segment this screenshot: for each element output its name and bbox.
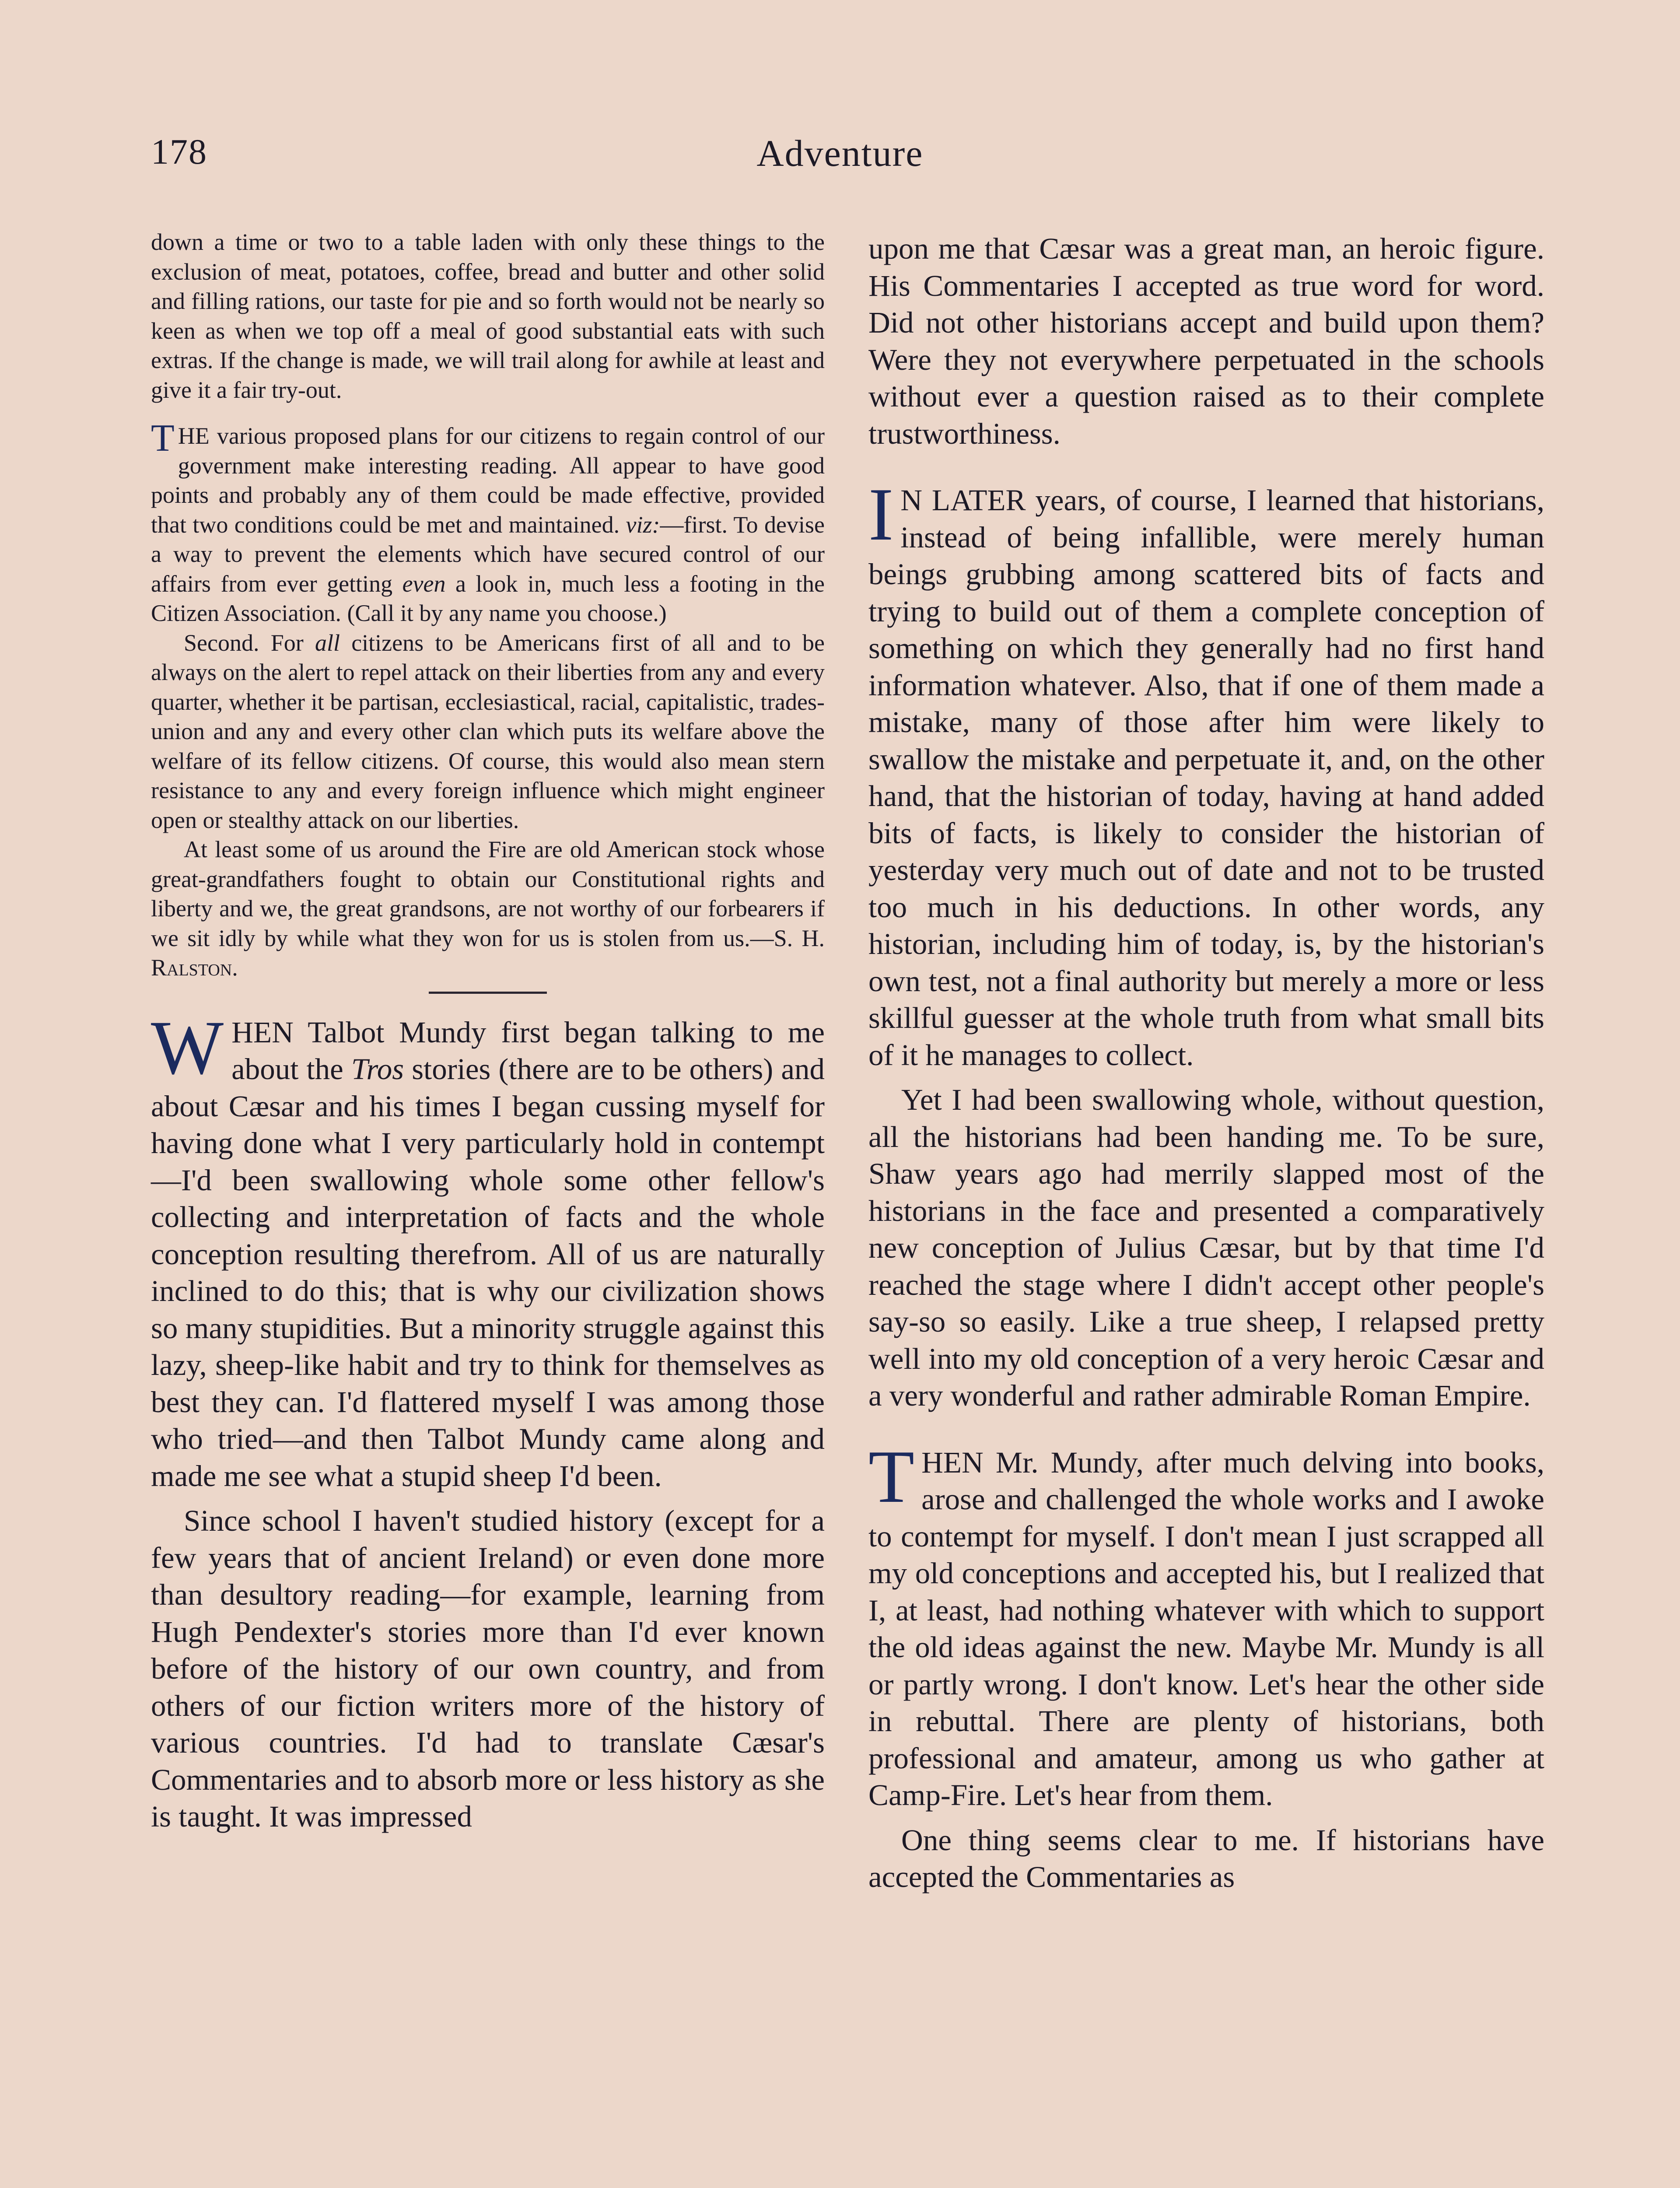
editorial-paragraph-4: IN LATER years, of course, I learned that historians, instead of being infallible, were merely human beings grubbing among scattered bits of facts and trying to build out of them a complete conception of something on which they generally had no first hand information whatever. Also, that if one of them made a mistake, many of those after him were likely to swallow the mistake and perpetuate it, and, on the other hand, that the historian of today, having at hand added bits of facts, is likely to consider the historian of yesterday very much out of date and not to be trusted too much in his deductions. In other words, any historian, including him of today, is, by the historian's own test, not a final authority but merely a more or less skillful guesser at the whole truth from what small bits of it he manages to collect. <box>868 473 1544 1072</box>
running-head-title: Adventure <box>756 132 924 174</box>
editorial-paragraph-1: WHEN Talbot Mundy first began talking to me about the Tros stories (there are to be others) and about Cæsar and his times I began cussing myself for having done what I very particularly hold in contempt—I'd been swallowing whole some other fellow's collecting and interpretation of facts and the whole conception resulting therefrom. All of us are naturally inclined to do this; that is why our civilization shows so many stupidities. But a minority struggle against this lazy, sheep-like habit and try to think for themselves as best they can. I'd flattered myself I was among those who tried—and then Talbot Mundy came along and made me see what a stupid sheep I'd been. <box>151 1005 825 1493</box>
editorial-paragraph-2: Since school I haven't studied history (except for a few years that of ancient Ireland) or even done more than desultory reading—for example, learning from Hugh Pendexter's stories more than I'd ever known before of the history of our own country, and from others of our fiction writers more of the history of various countries. I'd had to translate Cæsar's Commentaries and to absorb more or less history as she is taught. It was impressed <box>151 1504 825 1833</box>
letter-paragraph-1: down a time or two to a table laden with only these things to the exclusion of meat, potatoes, coffee, bread and butter and other solid and filling rations, our taste for pie and so forth would not be nearly so keen as when we top off a meal of good substantial eats with such extras. If the change is made, we will trail along for awhile at least and give it a fair try-out. <box>151 229 825 403</box>
letter-paragraph-2: THE various proposed plans for our citizens to regain control of our government make interesting reading. All appear to have good points and probably any of them could be made effective, provided that two conditions could be met and maintained. viz:—first. To devise a way to prevent the elements which have secured control of our affairs from ever getting even a look in, much less a footing in the Citizen Association. (Call it by any name you choose.) <box>151 417 825 626</box>
right-column <box>868 230 1544 1896</box>
drop-cap: T <box>868 1435 915 1518</box>
drop-cap: T <box>151 417 175 459</box>
section-divider <box>429 992 547 994</box>
letter-paragraph-4: At least some of us around the Fire are old American stock whose great-grandfathers fought to obtain our Constitutional rights and liberty and we, the great grandsons, are not worthy of our forbearers if we sit idly by while what they won for us is stolen from us.—S. H. Ralston. <box>151 836 825 981</box>
editorial-paragraph-5: Yet I had been swallowing whole, without question, all the historians had been handing me. To be sure, Shaw years ago had merrily slapped most of the historians in the face and presented a comparatively new conception of Julius Cæsar, but by that time I'd reached the stage where I didn't accept other people's say-so so easily. Like a true sheep, I relapsed pretty well into my old conception of a very heroic Cæsar and a very wonderful and rather admirable Roman Empire. <box>868 1083 1544 1412</box>
letter-paragraph-3: Second. For all citizens to be Americans first of all and to be always on the alert to repel attack on their liberties from any and every quarter, whether it be partisan, ecclesiastical, racial, capitalistic, trades-union and any and every other clan which puts its welfare above the welfare of its fellow citizens. Of course, this would also mean stern resistance to any and every foreign influence which might engineer open or stealthy attack on our liberties. <box>151 629 825 833</box>
editorial-paragraph-6: THEN Mr. Mundy, after much delving into books, arose and challenged the whole works and I awoke to contempt for myself. I don't mean I just scrapped all my old conceptions and accepted his, but I realized that I, at least, had nothing whatever with which to support the old ideas against the new. Maybe Mr. Mundy is all or partly wrong. I don't know. Let's hear the other side in rebuttal. There are plenty of historians, both professional and amateur, among us who gather at Camp-Fire. Let's hear from them. <box>868 1435 1544 1812</box>
editorial-section <box>151 1005 825 1835</box>
editorial-paragraph-3: upon me that Cæsar was a great man, an heroic figure. His Commentaries I accepted as true word for word. Did not other historians accept and build upon them? Were they not everywhere perpetuated in the schools without ever a question raised as to their complete trustworthiness. <box>868 232 1544 450</box>
editorial-paragraph-7: One thing seems clear to me. If historians have accepted the Commentaries as <box>868 1823 1544 1893</box>
page-number: 178 <box>151 132 207 172</box>
drop-cap: W <box>151 1005 224 1090</box>
letter-section <box>151 228 825 983</box>
left-column <box>151 228 825 1835</box>
letter-signature: S. H. Ralston. <box>151 925 825 981</box>
drop-cap: I <box>868 473 894 556</box>
